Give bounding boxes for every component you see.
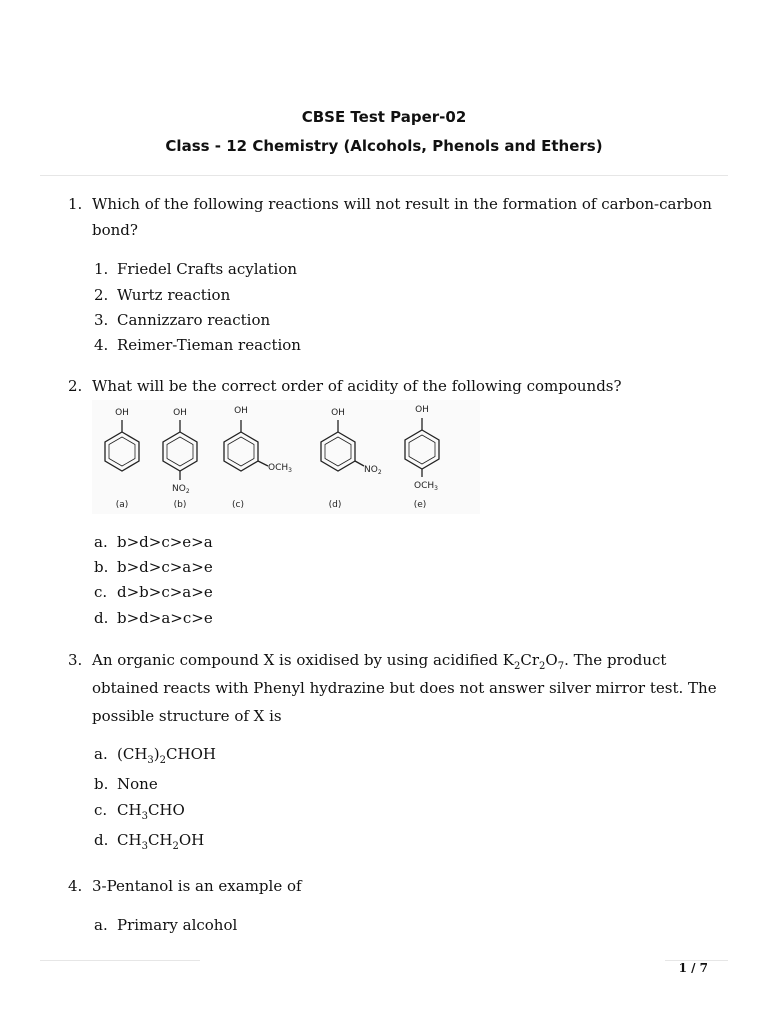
option-marker: 3.: [94, 311, 109, 329]
no2-label: $NO_2$: [364, 465, 382, 476]
question-number: 3.: [68, 651, 83, 669]
oh-label: OH: [173, 408, 187, 418]
option-text: Cannizzaro reaction: [117, 311, 271, 329]
option-text: d>b>c>a>e: [117, 583, 213, 601]
option: [94, 916, 237, 934]
option-marker: b.: [94, 558, 109, 576]
no2-label: $NO_2$: [172, 484, 190, 495]
header-divider: [40, 175, 728, 176]
option: [94, 533, 213, 551]
option-marker: c.: [94, 583, 108, 601]
option-marker: b.: [94, 775, 109, 793]
option-marker: 4.: [94, 336, 109, 354]
question-4: [68, 873, 728, 899]
structure-caption: (b): [173, 500, 187, 510]
option-text: $CH_3CHO$: [117, 801, 185, 822]
option-text: b>d>a>c>e: [117, 609, 213, 627]
option-marker: a.: [94, 745, 108, 763]
question-number: 1.: [68, 195, 83, 213]
option-text: b>d>c>e>a: [117, 533, 213, 551]
phenol-structures-figure: [92, 400, 480, 514]
option: [94, 558, 213, 576]
option: [94, 609, 213, 627]
option-marker: a.: [94, 533, 108, 551]
och3-label: $OCH_3$: [268, 463, 292, 474]
footer-divider-left: [40, 960, 200, 961]
structure-caption: (a): [115, 500, 129, 510]
option: [94, 801, 185, 822]
oh-label: OH: [415, 405, 429, 415]
option: [94, 260, 297, 278]
option-text: $CH_3CH_2OH$: [117, 831, 205, 852]
option-text: None: [117, 775, 158, 793]
question-number: 2.: [68, 377, 83, 395]
oh-label: OH: [115, 408, 129, 418]
option: [94, 286, 230, 304]
question-1: [68, 191, 728, 243]
question-text: What will be the correct order of acidity of the following compounds?: [92, 377, 622, 395]
option-marker: 2.: [94, 286, 109, 304]
option-marker: d.: [94, 831, 109, 849]
question-2: [68, 373, 728, 399]
oh-label: OH: [234, 406, 248, 416]
structure-caption: (c): [232, 500, 244, 510]
paper-subtitle: Class - 12 Chemistry (Alcohols, Phenols and Ethers): [165, 137, 603, 155]
option: [94, 775, 158, 793]
question-text: Which of the following reactions will not result in the formation of carbon-carbon bond?: [92, 195, 712, 239]
option: [94, 311, 270, 329]
option: [94, 831, 205, 852]
paper-title: CBSE Test Paper-02: [301, 108, 467, 126]
option-marker: 1.: [94, 260, 109, 278]
option-text: Friedel Crafts acylation: [117, 260, 298, 278]
och3-label: $OCH_3$: [414, 481, 438, 492]
option-text: Reimer-Tieman reaction: [117, 336, 301, 354]
option-text: Wurtz reaction: [117, 286, 231, 304]
question-text: An organic compound X is oxidised by using acidified $K_2Cr_2O_7$. The product obtained reacts with Phenyl hydrazine but does not answer silver mirror test. The possible structure of X is: [92, 651, 717, 725]
option-text: b>d>c>a>e: [117, 558, 213, 576]
question-3: [68, 646, 728, 730]
option-marker: a.: [94, 916, 108, 934]
option: [94, 336, 301, 354]
question-number: 4.: [68, 877, 83, 895]
page-number: 1 / 7: [678, 961, 708, 975]
option-marker: d.: [94, 609, 109, 627]
structure-caption: (e): [413, 500, 427, 510]
oh-label: OH: [331, 408, 345, 418]
option: [94, 745, 216, 766]
option-marker: c.: [94, 801, 108, 819]
question-text: 3-Pentanol is an example of: [92, 877, 302, 895]
structure-caption: (d): [328, 500, 342, 510]
option-text: Primary alcohol: [117, 916, 238, 934]
option-text: $(CH_3)_2CHOH$: [117, 745, 216, 766]
option: [94, 583, 213, 601]
